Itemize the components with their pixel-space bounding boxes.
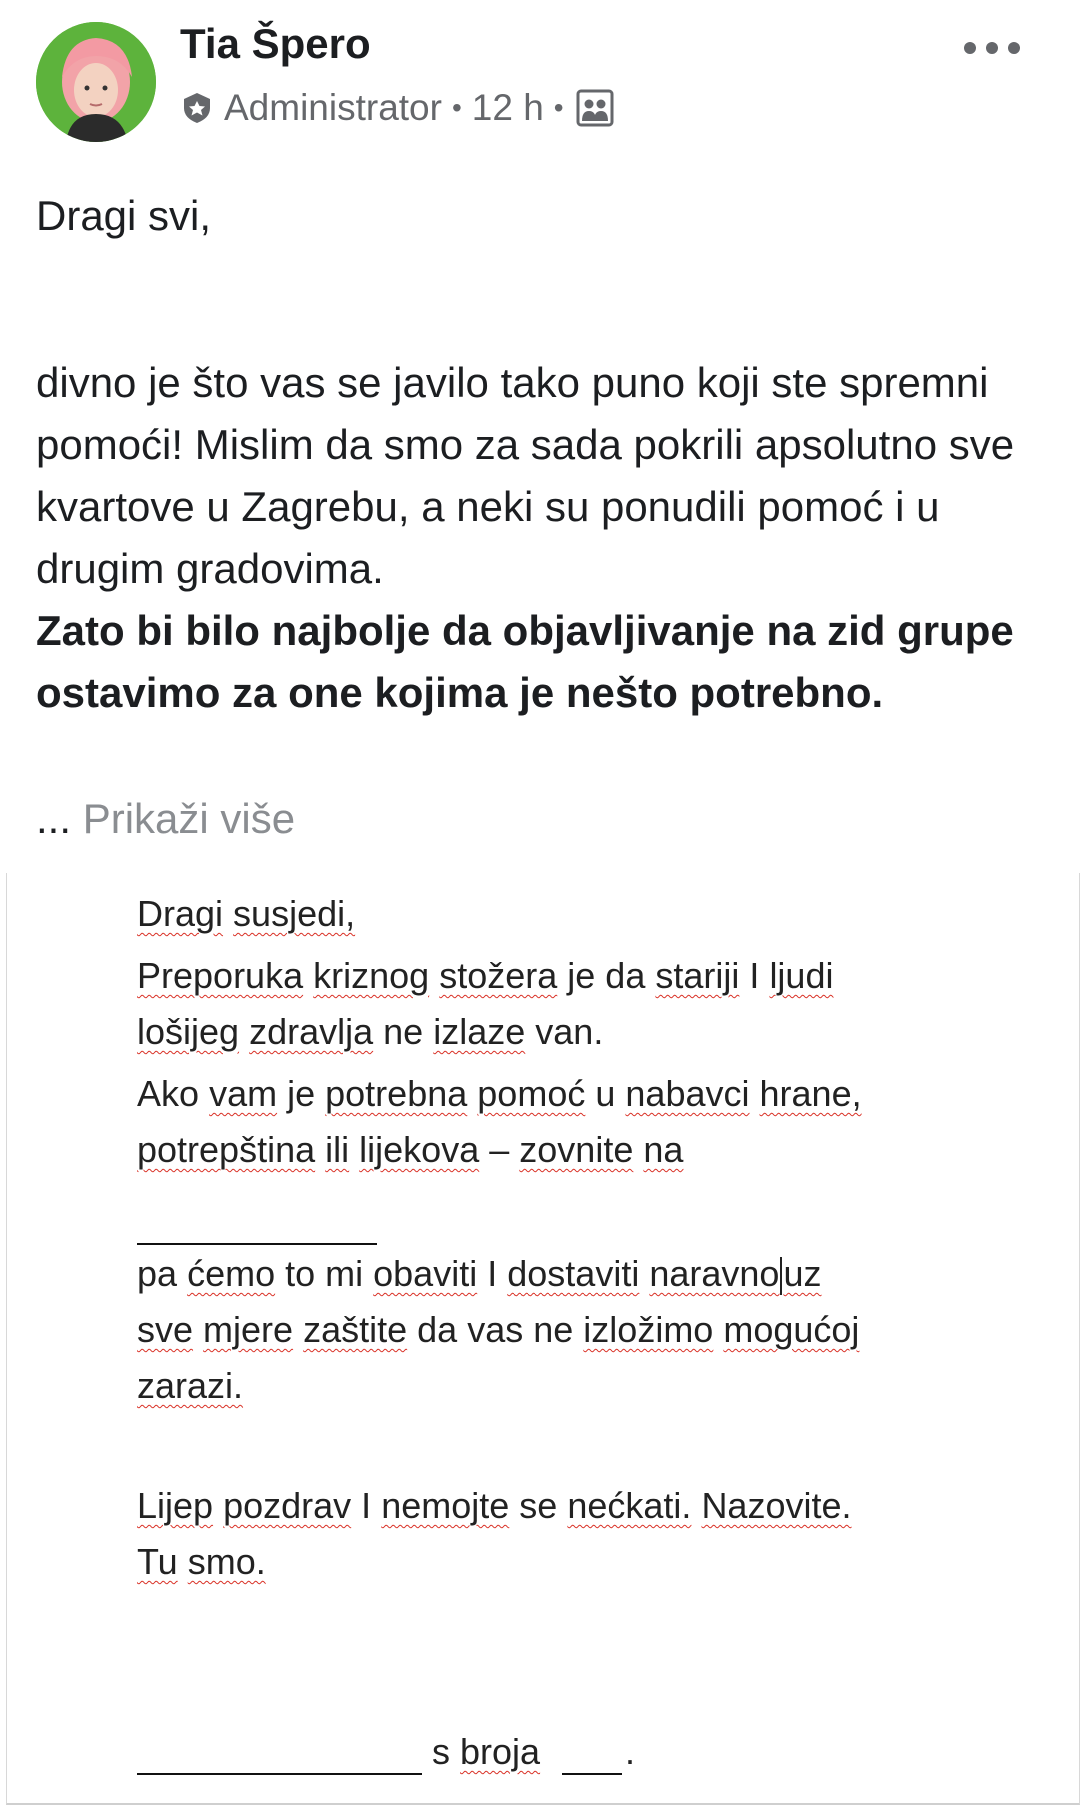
ellipsis: ... <box>36 795 72 842</box>
doc-line: lošijeg zdravlja ne izlaze van. <box>137 1011 604 1052</box>
post-body <box>36 352 1046 724</box>
signature-period: . <box>625 1731 636 1772</box>
doc-line: Dragi susjedi, <box>137 893 356 934</box>
see-more <box>36 788 295 850</box>
doc-line: sve mjere zaštite da vas ne izložimo mogućoj <box>137 1309 860 1350</box>
author-avatar[interactable] <box>36 22 156 142</box>
doc-line: Ako vam je potrebna pomoć u nabavci hrane, <box>137 1073 862 1114</box>
admin-shield-icon <box>180 91 214 125</box>
doc-line: pa ćemo to mi obaviti I dostaviti naravno uz <box>137 1253 822 1294</box>
more-options-icon[interactable] <box>964 30 1020 66</box>
signature-blank-line <box>137 1773 422 1775</box>
post-header <box>0 0 1080 150</box>
post-bold-paragraph: Zato bi bilo najbolje da objavljivanje na zid grupe ostavimo za one kojima je nešto potrebno. <box>36 607 1014 716</box>
author-name[interactable]: Tia Špero <box>180 20 371 67</box>
doc-line: Tu smo. <box>137 1541 266 1582</box>
meta-separator: • <box>451 92 462 123</box>
signature-line: s broja <box>432 1731 541 1772</box>
meta-separator: • <box>553 92 564 123</box>
group-members-icon <box>576 89 614 127</box>
doc-line: zarazi. <box>137 1365 244 1406</box>
post-meta <box>180 84 614 132</box>
post-paragraph: divno je što vas se javilo tako puno koji ste spremni pomoći! Mislim da smo za sada pokrili apsolutno sve kvartove u Zagrebu, a neki su ponudili pomoć i u drugim gradovima. <box>36 359 1015 592</box>
doc-line: Preporuka kriznog stožera je da stariji I ljudi <box>137 955 834 996</box>
doc-line: Lijep pozdrav I nemojte se nećkati. Nazovite. <box>137 1485 852 1526</box>
doc-line: potrepština ili lijekova – zovnite na <box>137 1129 684 1170</box>
role-label[interactable]: Administrator <box>224 87 442 128</box>
number-blank-line <box>562 1773 622 1775</box>
phone-blank-line <box>137 1243 377 1245</box>
see-more-link[interactable]: Prikaži više <box>82 795 296 842</box>
post-image[interactable] <box>6 873 1080 1805</box>
post-time[interactable]: 12 h <box>471 87 544 128</box>
post-greeting: Dragi svi, <box>36 192 212 239</box>
